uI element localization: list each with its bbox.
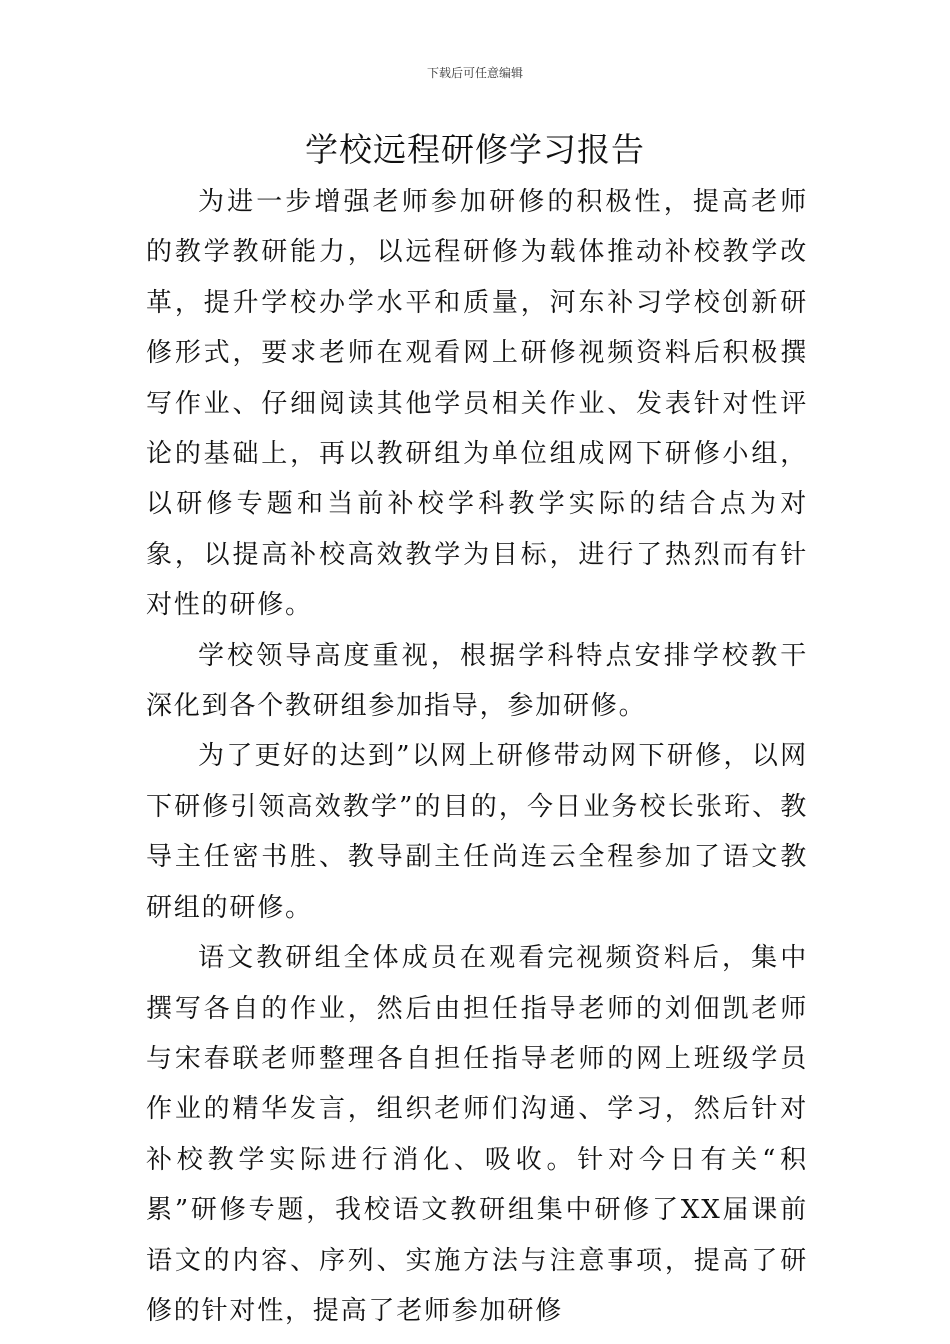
paragraph-2: 学校领导高度重视，根据学科特点安排学校教干深化到各个教研组参加指导，参加研修。 [146,640,808,722]
paragraph-1: 为进一步增强老师参加研修的积极性，提高老师的教学教研能力，以远程研修为载体推动补校教学改革，提升学校办学水平和质量，河东补习学校创新研修形式，要求老师在观看网上研修视频资料后积极撰写作业、仔细阅读其他学员相关作业、发表针对性评论的基础上，再以教研组为单位组成网下研修小组，以研修专题和当前补校学科教学实际的结合点为对象，以提高补校高效教学为目标，进行了热烈而有针对性的研修。 [146,187,808,621]
paragraph-3: 为了更好的达到”以网上研修带动网下研修，以网下研修引领高效教学”的目的，今日业务校长张珩、教导主任密书胜、教导副主任尚连云全程参加了语文教研组的研修。 [146,741,808,923]
header-note: 下载后可任意编辑 [426,66,523,80]
document-body [146,177,808,1336]
paragraph-4: 语文教研组全体成员在观看完视频资料后，集中撰写各自的作业，然后由担任指导老师的刘佃凯老师与宋春联老师整理各自担任指导老师的网上班级学员作业的精华发言，组织老师们沟通、学习，然后针对补校教学实际进行消化、吸收。针对今日有关“积累”研修专题，我校语文教研组集中研修了XX届课前语文的内容、序列、实施方法与注意事项，提高了研修的针对性，提高了老师参加研修 [146,943,808,1326]
document-title: 学校远程研修学习报告 [305,130,645,169]
